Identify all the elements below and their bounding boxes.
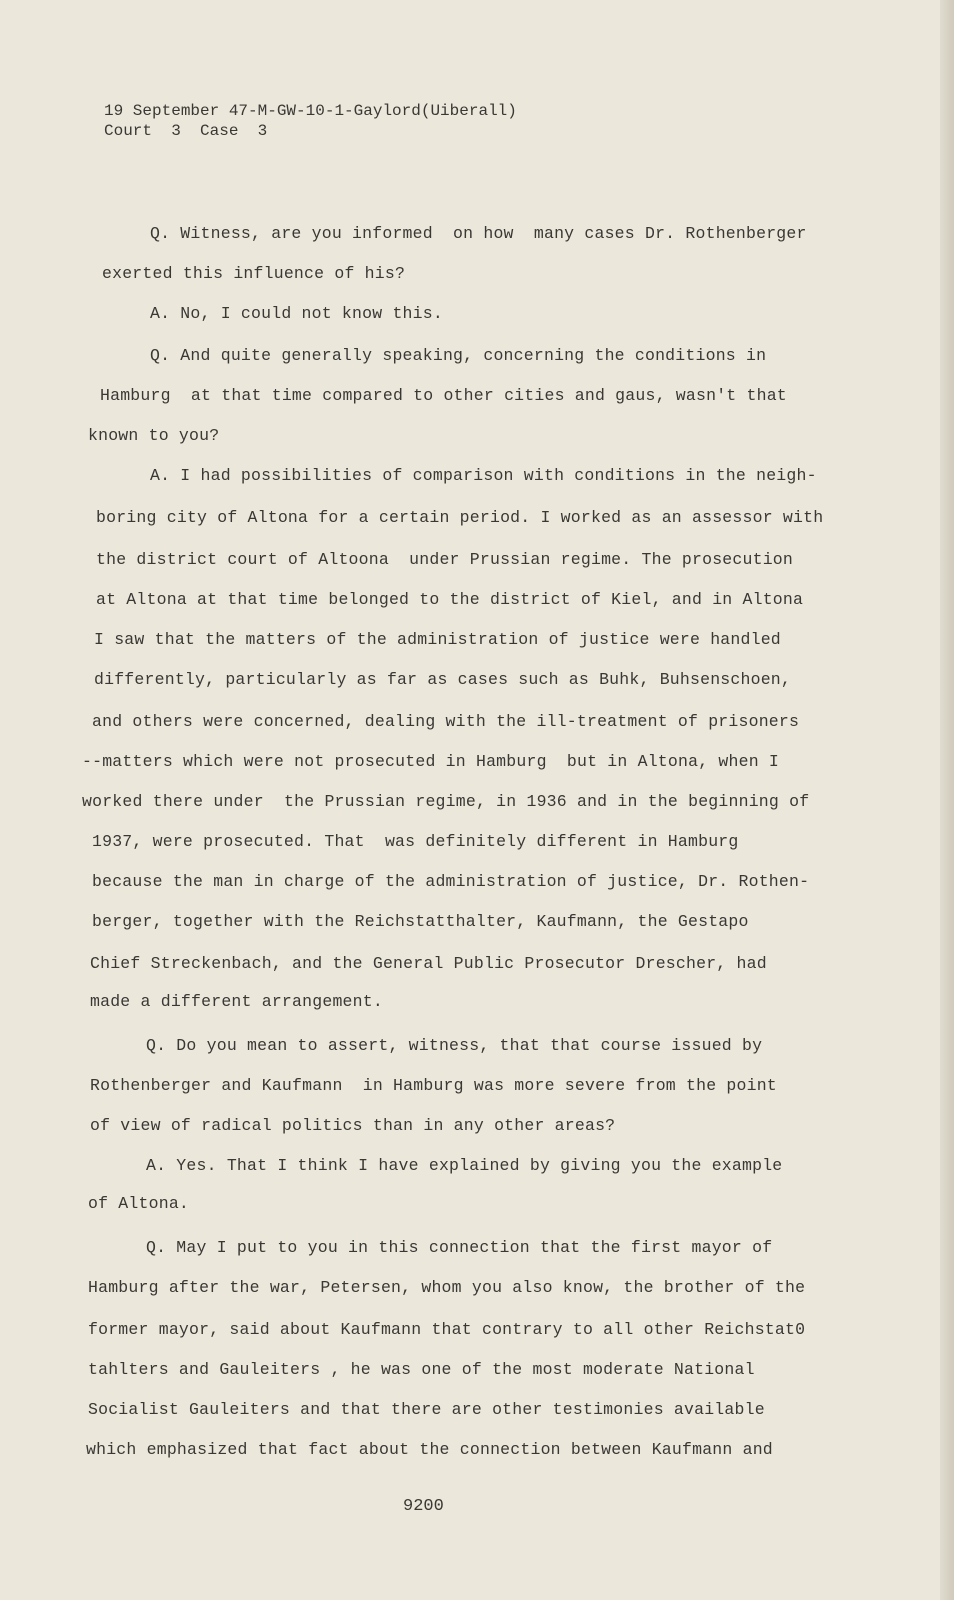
- text-line: because the man in charge of the administration of justice, Dr. Rothen-: [92, 872, 810, 891]
- text-line: which emphasized that fact about the connection between Kaufmann and: [86, 1440, 773, 1459]
- text-line: boring city of Altona for a certain period. I worked as an assessor with: [96, 508, 824, 527]
- header-line-2: Court 3 Case 3: [104, 122, 268, 140]
- text-line: I saw that the matters of the administration of justice were handled: [94, 630, 781, 649]
- text-line: 1937, were prosecuted. That was definitely different in Hamburg: [92, 832, 739, 851]
- text-line: of Altona.: [88, 1194, 190, 1213]
- text-line: Q. Witness, are you informed on how many cases Dr. Rothenberger: [150, 224, 807, 243]
- text-line: known to you?: [88, 426, 220, 445]
- text-line: A. No, I could not know this.: [150, 304, 443, 323]
- text-line: A. I had possibilities of comparison with conditions in the neigh-: [150, 466, 817, 485]
- text-line: Socialist Gauleiters and that there are other testimonies available: [88, 1400, 765, 1419]
- text-line: former mayor, said about Kaufmann that contrary to all other Reichstat0: [88, 1320, 806, 1339]
- text-line: Hamburg after the war, Petersen, whom you also know, the brother of the: [88, 1278, 806, 1297]
- text-line: Q. Do you mean to assert, witness, that that course issued by: [146, 1036, 763, 1055]
- text-line: Q. May I put to you in this connection that the first mayor of: [146, 1238, 773, 1257]
- header-line-1: 19 September 47-M-GW-10-1-Gaylord(Uiberall): [104, 102, 517, 120]
- text-line: tahlters and Gauleiters , he was one of the most moderate National: [88, 1360, 755, 1379]
- text-line: Chief Streckenbach, and the General Public Prosecutor Drescher, had: [90, 954, 767, 973]
- text-line: the district court of Altoona under Prussian regime. The prosecution: [96, 550, 794, 569]
- text-line: A. Yes. That I think I have explained by giving you the example: [146, 1156, 783, 1175]
- text-line: Hamburg at that time compared to other cities and gaus, wasn't that: [100, 386, 787, 405]
- text-line: made a different arrangement.: [90, 992, 383, 1011]
- text-line: and others were concerned, dealing with the ill-treatment of prisoners: [92, 712, 800, 731]
- text-line: Rothenberger and Kaufmann in Hamburg was more severe from the point: [90, 1076, 777, 1095]
- text-line: --matters which were not prosecuted in Hamburg but in Altona, when I: [82, 752, 780, 771]
- text-line: at Altona at that time belonged to the district of Kiel, and in Altona: [96, 590, 804, 609]
- text-line: differently, particularly as far as cases such as Buhk, Buhsenschoen,: [94, 670, 792, 689]
- page-number: 9200: [403, 1497, 444, 1516]
- text-line: exerted this influence of his?: [102, 264, 406, 283]
- text-line: worked there under the Prussian regime, in 1936 and in the beginning of: [82, 792, 810, 811]
- text-line: berger, together with the Reichstatthalter, Kaufmann, the Gestapo: [92, 912, 749, 931]
- text-line: Q. And quite generally speaking, concerning the conditions in: [150, 346, 767, 365]
- text-line: of view of radical politics than in any other areas?: [90, 1116, 616, 1135]
- page-edge: [940, 0, 954, 1600]
